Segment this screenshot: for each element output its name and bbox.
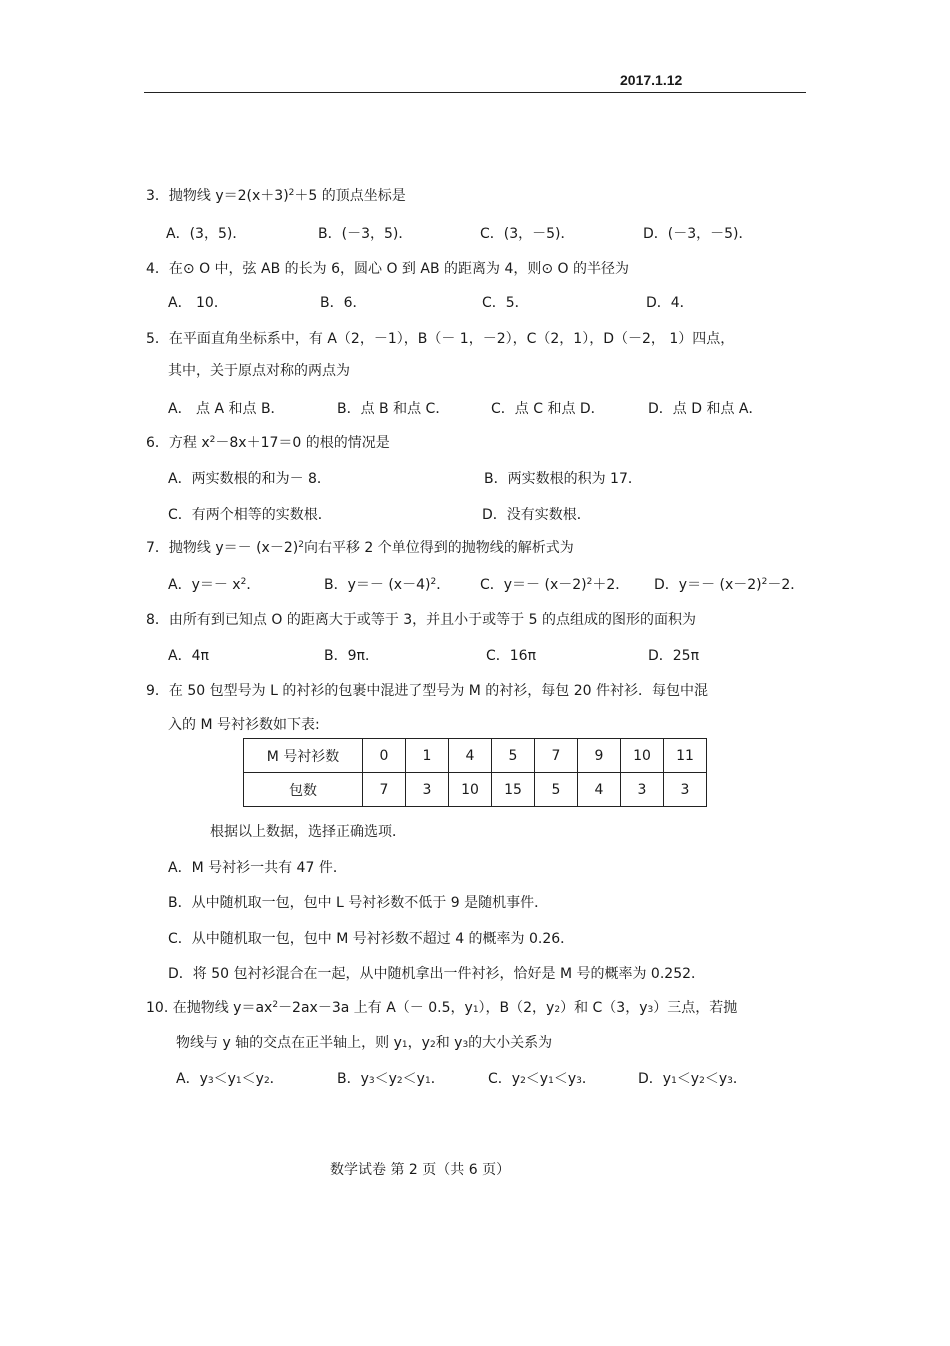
q10-option-c: C．$y_2<y_1<y_3$． xyxy=(488,1071,596,1087)
q7-option-a: A．$y=- x^2$． xyxy=(168,577,261,593)
q3-option-a: A．(3，5)． xyxy=(166,226,247,242)
table-row-shirt-count xyxy=(244,739,707,773)
q8-option-d: D．25π xyxy=(648,648,700,664)
q6-stem: 6．方程 $x^2-8x+17=0$ 的根的情况是 xyxy=(146,435,390,451)
q6-option-b: B．两实数根的积为 17． xyxy=(484,471,642,487)
q7-stem: 7．抛物线 $y=- (x-2)^2$向右平移 2 个单位得到的抛物线的解析式为 xyxy=(146,540,574,556)
q4-option-a: A． 10． xyxy=(168,295,228,311)
table-row-package-count xyxy=(244,773,707,807)
table-cell: 5 xyxy=(492,739,535,773)
q7-option-d: D．$y=- (x-2)^2-2$． xyxy=(654,577,805,593)
q5-stem-line2: 其中，关于原点对称的两点为 xyxy=(168,363,350,379)
table-cell: 3 xyxy=(621,773,664,807)
table-cell: 3 xyxy=(406,773,449,807)
q7-option-c: C．$y=- (x-2)^2+2$． xyxy=(480,577,630,593)
q4-option-b: B．6． xyxy=(320,295,367,311)
q5-option-d: D．点 D 和点 A． xyxy=(648,401,763,417)
table-cell: 4 xyxy=(578,773,621,807)
q9-option-d: D．将 50 包衬衫混合在一起，从中随机拿出一件衬衫，恰好是 M 号的概率为 0.252． xyxy=(168,966,706,982)
q8-option-c: C．16π xyxy=(486,648,537,664)
q6-option-c: C．有两个相等的实数根． xyxy=(168,507,332,523)
table-cell: 4 xyxy=(449,739,492,773)
q5-option-c: C．点 C 和点 D． xyxy=(491,401,605,417)
q9-note: 根据以上数据，选择正确选项． xyxy=(210,824,406,840)
table-header-cell: 包数 xyxy=(244,773,363,807)
q10-stem-line2: 物线与 y 轴的交点在正半轴上，则 $y_1$，$y_2$和 $y_3$的大小关系为 xyxy=(176,1035,553,1051)
page-footer: 数学试卷 第 2 页（共 6 页） xyxy=(330,1162,511,1178)
table-cell: 7 xyxy=(535,739,578,773)
q9-stem-line2: 入的 M 号衬衫数如下表: xyxy=(168,717,320,733)
q7-option-b: B．$y=- (x-4)^2$． xyxy=(324,577,451,593)
q10-option-d: D．$y_1<y_2<y_3$． xyxy=(638,1071,747,1087)
q6-option-d: D．没有实数根． xyxy=(482,507,591,523)
table-cell: 10 xyxy=(621,739,664,773)
q3-option-c: C．(3，－5)． xyxy=(480,226,575,242)
header-rule xyxy=(144,92,806,93)
table-cell: 15 xyxy=(492,773,535,807)
q8-stem: 8．由所有到已知点 O 的距离大于或等于 3，并且小于或等于 5 的点组成的图形的面积为 xyxy=(146,612,696,628)
q4-stem: 4．在⊙ O 中，弦 AB 的长为 6，圆心 O 到 AB 的距离为 4，则⊙ O 的半径为 xyxy=(146,261,630,277)
table-cell: 7 xyxy=(363,773,406,807)
q10-stem-line1: 10. 在抛物线 $y=ax^2-2ax-3a$ 上有 A（－ 0.5，$y_1$），B（2，$y_2$）和 C（3，$y_3$）三点，若抛 xyxy=(146,1000,738,1016)
q9-option-a: A．M 号衬衫一共有 47 件． xyxy=(168,860,347,876)
q10-option-a: A．$y_3<y_1<y_2$． xyxy=(176,1071,284,1087)
q9-option-b: B．从中随机取一包，包中 L 号衬衫数不低于 9 是随机事件． xyxy=(168,895,549,911)
table-cell: 9 xyxy=(578,739,621,773)
q5-option-b: B．点 B 和点 C． xyxy=(337,401,450,417)
q9-option-c: C．从中随机取一包，包中 M 号衬衫数不超过 4 的概率为 0.26． xyxy=(168,931,575,947)
table-cell: 1 xyxy=(406,739,449,773)
table-cell: 11 xyxy=(664,739,707,773)
q8-option-a: A．4π xyxy=(168,648,209,664)
table-cell: 0 xyxy=(363,739,406,773)
table-cell: 10 xyxy=(449,773,492,807)
q9-stem-line1: 9．在 50 包型号为 L 的衬衫的包裹中混进了型号为 M 的衬衫，每包 20 件衬衫．每包中混 xyxy=(146,683,709,699)
q10-option-b: B．$y_3<y_2<y_1$． xyxy=(337,1071,445,1087)
q5-option-a: A． 点 A 和点 B． xyxy=(168,401,285,417)
q5-stem-line1: 5．在平面直角坐标系中，有 A（2，－1），B（－ 1，－2），C（2，1），D（－2， 1）四点， xyxy=(146,331,735,347)
table-cell: 5 xyxy=(535,773,578,807)
q3-option-d: D．(－3，－5)． xyxy=(643,226,753,242)
q6-option-a: A．两实数根的和为－ 8． xyxy=(168,471,331,487)
table-cell: 3 xyxy=(664,773,707,807)
q8-option-b: B．9π． xyxy=(324,648,379,664)
q4-option-c: C．5． xyxy=(482,295,529,311)
table-header-cell: M 号衬衫数 xyxy=(244,739,363,773)
exam-date: 2017.1.12 xyxy=(620,72,683,88)
q3-option-b: B．(－3，5)． xyxy=(318,226,413,242)
q4-option-d: D．4． xyxy=(646,295,694,311)
q3-stem: 3．抛物线 $y=2(x+3)^2+5$ 的顶点坐标是 xyxy=(146,188,406,204)
shirt-count-table xyxy=(243,738,707,807)
